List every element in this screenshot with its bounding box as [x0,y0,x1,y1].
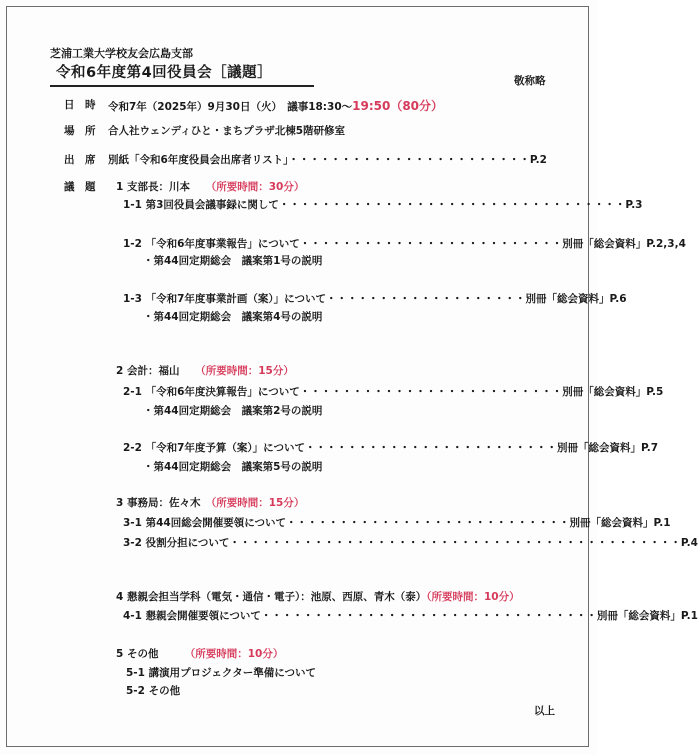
place-value: 合人社ウェンディひと・まちプラザ北棟5階研修室 [108,125,346,137]
title-underline [50,85,314,87]
date-value [108,100,443,113]
agenda-item-1-2: 1-2 「令和6年度事業報告」について・・・・・・・・・・・・・・・・・・・・・・・・・別冊「総会資料」P.2,3,4 [123,238,686,250]
date-end-time: 19:50 [352,99,391,113]
agenda-item-2-1: 2-1 「令和6年度決算報告」について・・・・・・・・・・・・・・・・・・・・・・・・・別冊「総会資料」P.5 [123,386,664,398]
agenda-item-1-2-note: ・第44回定期総会 議案第1号の説明 [143,255,323,267]
agenda-item-3-2: 3-2 役割分担について・・・・・・・・・・・・・・・・・・・・・・・・・・・・・・・・・・・・・・・・・・・P.4 [123,537,698,549]
agenda-section-4 [116,592,520,603]
section-1-title: 1 支部長：川本 [116,181,190,193]
page-border [6,6,589,747]
agenda-item-3-1: 3-1 第44回総会開催要領について・・・・・・・・・・・・・・・・・・・・・・・・・・・別冊「総会資料」P.1 [123,517,671,529]
section-1-time: （所要時間：30分） [210,181,305,193]
honorific-note: 敬称略 [514,75,546,87]
closing-mark: 以上 [534,705,555,717]
organization-name: 芝浦工業大学校友会広島支部 [50,47,193,60]
agenda-item-1-3: 1-3 「令和7年度事業計画（案）」について・・・・・・・・・・・・・・・・・・・別冊「総会資料」P.6 [123,293,627,305]
section-3-time: （所要時間：15分） [210,497,305,509]
section-2-title: 2 会計：福山 [116,365,180,377]
agenda-item-1-1: 1-1 第3回役員会議事録に関して・・・・・・・・・・・・・・・・・・・・・・・・・・・・・・・・・P.3 [123,199,643,211]
agenda-item-2-2-note: ・第44回定期総会 議案第5号の説明 [143,461,323,473]
agenda-item-2-1-note: ・第44回定期総会 議案第2号の説明 [143,405,323,417]
agenda-section-1 [116,182,304,193]
attendance-label: 出 席 [64,154,96,166]
agenda-item-5-1: 5-1 講演用プロジェクター準備について [126,667,316,679]
section-5-title: 5 その他 [116,648,159,660]
section-2-time: （所要時間：15分） [200,365,294,377]
agenda-label: 議 題 [64,181,96,193]
date-label: 日 時 [64,99,96,111]
date-start: 令和7年（2025年）9月30日（火） 議事18:30〜 [108,101,353,113]
section-3-title: 3 事務局：佐々木 [116,497,201,509]
section-4-title: 4 懇親会担当学科（電気・通信・電子）：池原、西原、青木（泰） [116,591,427,603]
agenda-item-1-3-note: ・第44回定期総会 議案第4号の説明 [143,311,323,323]
agenda-item-5-2: 5-2 その他 [126,685,181,697]
attendance-value: 別紙「令和6年度役員会出席者リスト」・・・・・・・・・・・・・・・・・・・・・・・P.2 [108,154,547,166]
document-title: 令和6年度第4回役員会［議題］ [56,65,273,81]
agenda-section-5 [116,649,283,660]
section-5-time: （所要時間：10分） [189,648,284,660]
agenda-item-4-1: 4-1 懇親会開催要領について・・・・・・・・・・・・・・・・・・・・・・・・・・・・・・・・別冊「総会資料」P.1 [123,610,698,622]
agenda-item-2-2: 2-2 「令和7年度予算（案）」について・・・・・・・・・・・・・・・・・・・・・・・・別冊「総会資料」P.7 [123,442,659,454]
agenda-section-2 [116,366,294,377]
place-label: 場 所 [64,125,96,137]
section-4-time: （所要時間：10分） [426,591,520,603]
agenda-section-3 [116,498,304,509]
date-duration: （80分） [390,99,444,113]
